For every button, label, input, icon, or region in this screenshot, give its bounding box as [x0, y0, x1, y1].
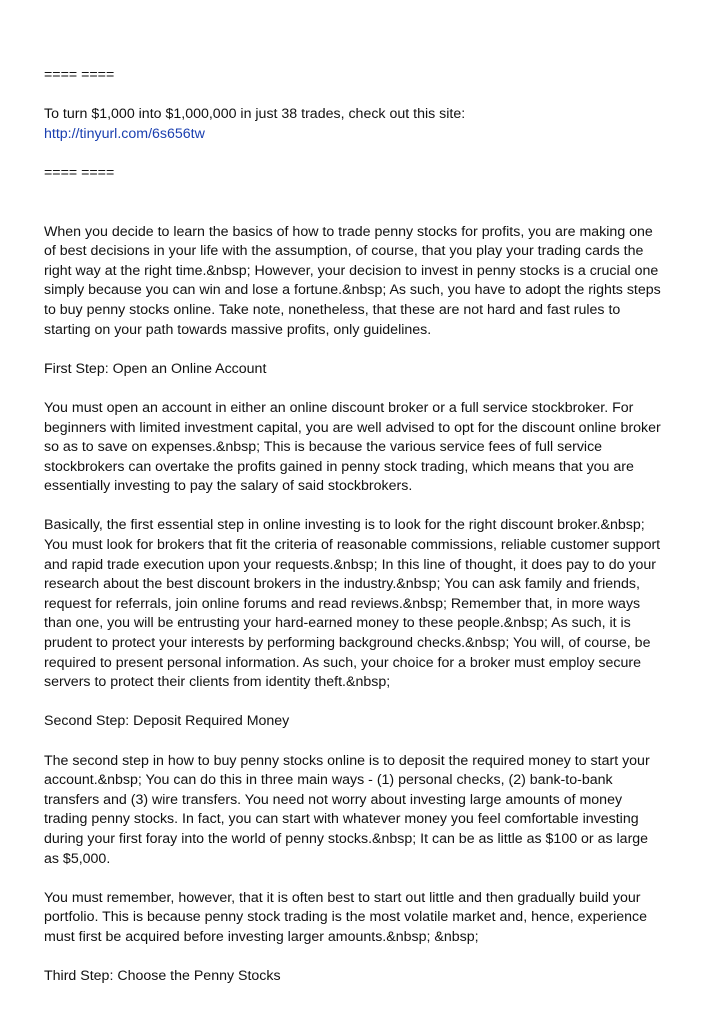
text-line: You must look for brokers that fit the criteria of reasonable commissions, reliable customer support [44, 537, 661, 554]
spacer [44, 340, 692, 360]
text-line: trading penny stocks. In fact, you can start with whatever money you feel comfortable investing [44, 811, 639, 828]
text-line: servers to protect their clients from identity theft.&nbsp; [44, 674, 391, 691]
text-line: When you decide to learn the basics of how to trade penny stocks for profits, you are making one [44, 223, 653, 240]
text-line: account.&nbsp; You can do this in three main ways - (1) personal checks, (2) bank-to-bank [44, 772, 613, 789]
text-line: required to present personal information. As such, your choice for a broker must employ secure [44, 654, 641, 671]
step1-paragraph-2 [44, 516, 692, 692]
text-line: as $5,000. [44, 850, 111, 867]
step1-heading: First Step: Open an Online Account [44, 360, 267, 377]
text-line: portfolio. This is because penny stock trading is the most volatile market and, hence, experience [44, 909, 648, 926]
step2-heading: Second Step: Deposit Required Money [44, 713, 290, 730]
spacer [44, 184, 692, 223]
text-line: starting on your path towards massive profits, only guidelines. [44, 321, 432, 338]
spacer [44, 732, 692, 752]
step2-paragraph-2 [44, 889, 692, 948]
intro-paragraph [44, 223, 692, 341]
spacer [44, 869, 692, 889]
promo-link[interactable]: http://tinyurl.com/6s656tw [44, 125, 205, 142]
text-line: You must remember, however, that it is often best to start out little and then gradually build your [44, 889, 641, 906]
text-line: simply because you can win and lose a fortune.&nbsp; As such, you have to adopt the rights steps [44, 282, 661, 299]
step1-paragraph-1 [44, 399, 692, 497]
text-line: to buy penny stocks online. Take note, nonetheless, that these are not hard and fast rules to [44, 301, 621, 318]
text-line: essentially investing to pay the salary of said stockbrokers. [44, 478, 413, 495]
text-line: research about the best discount brokers in the industry.&nbsp; You can ask family and friends, [44, 576, 640, 593]
spacer [44, 948, 692, 968]
document-page [44, 66, 692, 987]
text-line: must first be acquired before investing larger amounts.&nbsp; &nbsp; [44, 928, 479, 945]
text-line: Basically, the first essential step in online investing is to look for the right discount broker.&nbsp; [44, 517, 645, 534]
separator-top: ==== ==== [44, 67, 115, 83]
text-line: of best decisions in your life with the assumption, of course, that you play your trading cards the [44, 243, 644, 260]
text-line: right way at the right time.&nbsp; However, your decision to invest in penny stocks is a crucial one [44, 262, 659, 279]
spacer [44, 497, 692, 517]
text-line: stockbrokers can overtake the profits gained in penny stock trading, which means that you are [44, 458, 634, 475]
text-line: and rapid trade execution upon your requests.&nbsp; In this line of thought, it does pay to do your [44, 556, 657, 573]
text-line: request for referrals, join online forums and read reviews.&nbsp; Remember that, in more ways [44, 595, 641, 612]
step3-heading: Third Step: Choose the Penny Stocks [44, 968, 281, 985]
text-line: so as to save on expenses.&nbsp; This is because the various service fees of full service [44, 439, 603, 456]
text-line: You must open an account in either an online discount broker or a full service stockbroker. For [44, 399, 634, 416]
spacer [44, 379, 692, 399]
text-line: beginners with limited investment capital, you are well advised to opt for the discount online broker [44, 419, 661, 436]
spacer [44, 86, 692, 106]
text-line: The second step in how to buy penny stocks online is to deposit the required money to start your [44, 752, 650, 769]
text-line: transfers and (3) wire transfers. You need not worry about investing large amounts of money [44, 791, 623, 808]
spacer [44, 693, 692, 713]
spacer [44, 144, 692, 164]
text-line: prudent to protect your interests by performing background checks.&nbsp; You will, of course, be [44, 635, 651, 652]
text-line: during your first foray into the world of penny stocks.&nbsp; It can be as little as $100 or as large [44, 830, 649, 847]
promo-text: To turn $1,000 into $1,000,000 in just 38 trades, check out this site: [44, 106, 466, 123]
separator-bottom: ==== ==== [44, 164, 115, 181]
step2-paragraph-1 [44, 752, 692, 870]
text-line: than one, you will be entrusting your hard-earned money to these people.&nbsp; As such, it is [44, 615, 631, 632]
